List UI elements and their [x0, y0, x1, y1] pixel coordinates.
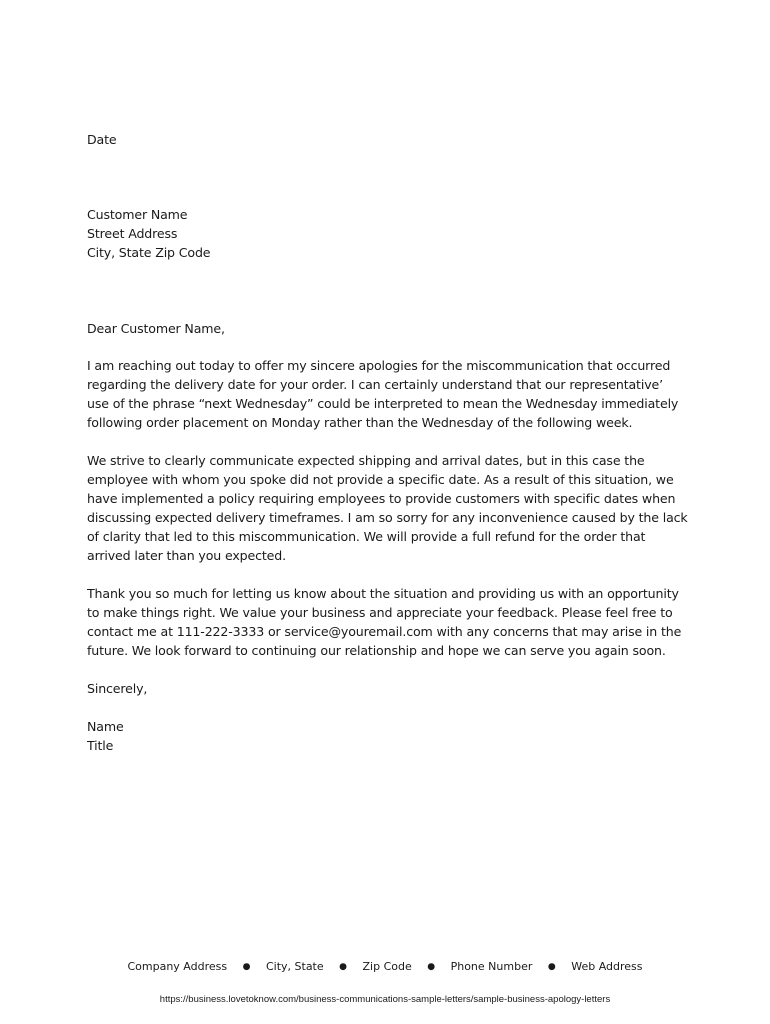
body-paragraph-2: [87, 451, 687, 565]
signature-block: [87, 717, 687, 755]
body-paragraph-1: [87, 356, 687, 432]
recipient-address: [87, 205, 687, 262]
signature-name: Name: [87, 719, 124, 734]
footer-phone-number: Phone Number: [450, 960, 533, 973]
paragraph-line: future. We look forward to continuing our relationship and hope we can serve you again soon.: [87, 643, 666, 658]
footer-city-state: City, State: [265, 960, 324, 973]
footer-zip-code: Zip Code: [362, 960, 412, 973]
salutation-text: Dear Customer Name,: [87, 321, 225, 336]
bullet-separator-icon: ●: [427, 962, 436, 972]
recipient-name: Customer Name: [87, 207, 188, 222]
paragraph-line: following order placement on Monday rather than the Wednesday of the following week.: [87, 415, 633, 430]
recipient-city-state-zip: City, State Zip Code: [87, 245, 211, 260]
footer-web-address: Web Address: [571, 960, 643, 973]
bullet-separator-icon: ●: [339, 962, 347, 972]
paragraph-line: We strive to clearly communicate expected shipping and arrival dates, but in this case the: [87, 453, 645, 468]
paragraph-line: arrived later than you expected.: [87, 548, 286, 563]
paragraph-line: to make things right. We value your business and appreciate your feedback. Please feel free to: [87, 605, 673, 620]
paragraph-line: employee with whom you spoke did not provide a specific date. As a result of this situation, we: [87, 472, 674, 487]
paragraph-line: use of the phrase “next Wednesday” could be interpreted to mean the Wednesday immediately: [87, 396, 679, 411]
paragraph-line: have implemented a policy requiring employees to provide customers with specific dates when: [87, 491, 676, 506]
closing: [87, 679, 687, 698]
paragraph-line: Thank you so much for letting us know about the situation and providing us with an opportunity: [87, 586, 679, 601]
salutation: [87, 319, 687, 338]
body-paragraph-3: [87, 584, 687, 660]
paragraph-line: regarding the delivery date for your order. I can certainly understand that our representative’: [87, 377, 663, 392]
signature-title: Title: [87, 738, 114, 753]
footer-company-address: Company Address: [127, 960, 228, 973]
paragraph-line: contact me at 111-222-3333 or service@youremail.com with any concerns that may arise in the: [87, 624, 682, 639]
paragraph-line: discussing expected delivery timeframes. I am so sorry for any inconvenience caused by the lack: [87, 510, 688, 525]
letter-body: [87, 356, 687, 755]
letter-date: [87, 130, 687, 149]
bullet-separator-icon: ●: [242, 962, 251, 972]
bullet-separator-icon: ●: [547, 962, 556, 972]
closing-text: Sincerely,: [87, 681, 148, 696]
paragraph-line: of clarity that led to this miscommunication. We will provide a full refund for the order that: [87, 529, 646, 544]
letterhead-footer: [0, 960, 770, 973]
recipient-street: Street Address: [87, 226, 178, 241]
date-text: Date: [87, 132, 117, 147]
source-url: https://business.lovetoknow.com/business-communications-sample-letters/sample-business-apology-letters: [159, 994, 611, 1005]
paragraph-line: I am reaching out today to offer my sincere apologies for the miscommunication that occurred: [87, 358, 671, 373]
